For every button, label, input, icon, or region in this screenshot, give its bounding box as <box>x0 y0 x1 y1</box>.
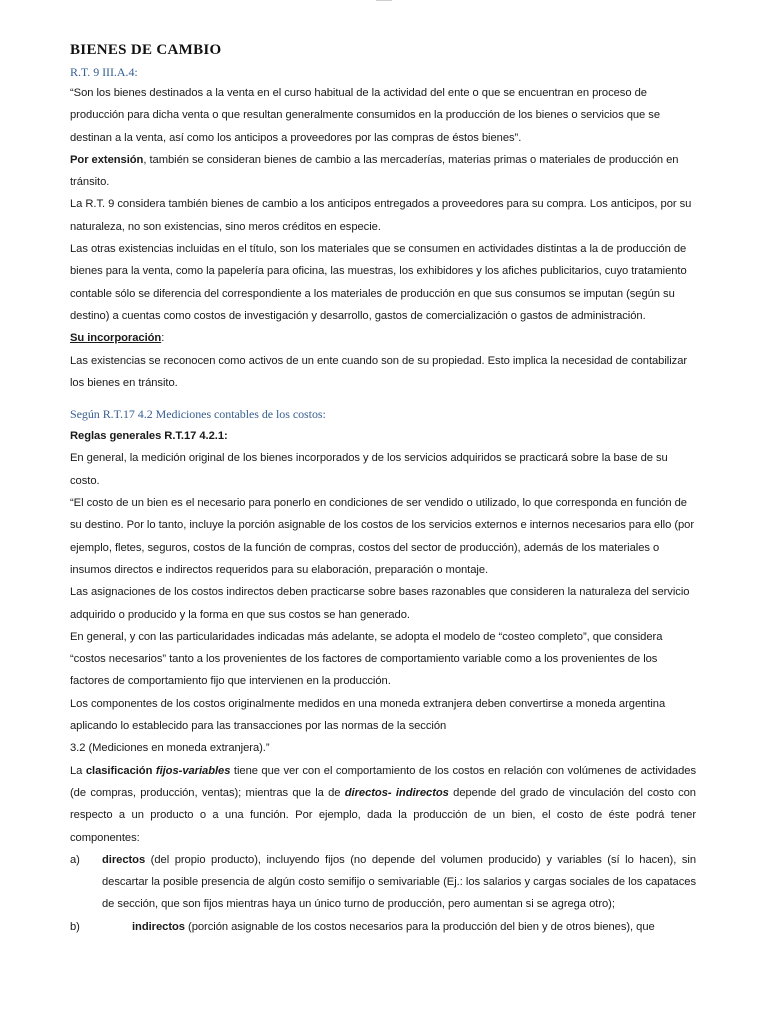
rules-title: Reglas generales R.T.17 4.2.1: <box>70 430 228 443</box>
paragraph-moneda-extranjera: Los componentes de los costos originalmente medidos en una moneda extranjera deben convertirse a moneda argentina aplicando lo establecido para las transacciones por las normas de la sección <box>70 697 666 733</box>
directos-indirectos-term: directos- indirectos <box>344 786 449 799</box>
indirectos-term: indirectos <box>132 920 185 933</box>
page-title: BIENES DE CAMBIO <box>70 42 222 58</box>
list-item-a <box>70 849 696 916</box>
clasificacion-intro: La <box>70 764 86 777</box>
rules-heading <box>70 425 696 447</box>
paragraph-seccion-ref: 3.2 (Mediciones en moneda extranjera).” <box>70 742 270 755</box>
list-item-b-text <box>132 916 696 938</box>
incorporacion-heading <box>70 327 696 349</box>
clasificacion-term: clasificación <box>85 764 156 777</box>
list-item-a-label: a) <box>70 853 80 866</box>
list-item-b-label: b) <box>70 920 80 933</box>
clasificacion-mid: tiene que ver con el comportamiento de los costos en relación con volúmenes de actividades (de compras, producción, ventas); mientras que la de <box>70 764 696 799</box>
clasificacion-end: depende del grado de vinculación del costo con respecto a un producto o a una función. Por ejemplo, dada la producción de un bien, el costo de éste podrá tener componentes: <box>70 786 696 844</box>
fijos-variables-term: fijos-variables <box>155 764 231 777</box>
extension-text: , también se consideran bienes de cambio a las mercaderías, materias primas o materiales de producción en tránsito. <box>70 153 679 189</box>
page-top-mark <box>376 0 392 1</box>
paragraph-reconocimiento: Las existencias se reconocen como activos de un ente cuando son de su propiedad. Esto implica la necesidad de contabilizar los bienes en tránsito. <box>70 354 688 389</box>
list-item-b <box>70 916 696 938</box>
rt9-reference: R.T. 9 III.A.4: <box>70 65 138 79</box>
list-item-b-body: (porción asignable de los costos necesarios para la producción del bien y de otros bienes), que <box>184 920 655 933</box>
incorporacion-colon: : <box>161 332 165 345</box>
paragraph-extension <box>70 149 696 194</box>
paragraph-medicion-original: En general, la medición original de los bienes incorporados y de los servicios adquiridos se practicará sobre la base de su costo. <box>70 452 668 487</box>
paragraph-asignaciones: Las asignaciones de los costos indirectos deben practicarse sobre bases razonables que consideren la naturaleza del servicio adquirido o producido y la forma en que sus costos se han generado. <box>70 586 690 621</box>
paragraph-definition: “Son los bienes destinados a la venta en el curso habitual de la actividad del ente o que se encuentran en proceso de producción para dicha venta o que resultan generalmente consumidos en la producción de los bienes o servicios que se destinan a la venta, así como los anticipos a proveedores por las compras de éstos bienes”. <box>70 87 660 144</box>
section-heading-rt17: Según R.T.17 4.2 Mediciones contables de los costos: <box>70 407 326 422</box>
directos-term: directos <box>102 853 146 866</box>
paragraph-clasificacion <box>70 760 696 849</box>
paragraph-costeo-completo: En general, y con las particularidades indicadas más adelante, se adopta el modelo de “costeo completo”, que considera “costos necesarios” tanto a los provenientes de los factores de comportamiento variable como a los provenientes de los factores de comportamiento fijo que intervienen en la producción. <box>70 630 663 688</box>
paragraph-costo-bien: “El costo de un bien es el necesario para ponerlo en condiciones de ser vendido o utilizado, lo que corresponda en función de su destino. Por lo tanto, incluye la porción asignable de los costos de los servicios externos e internos necesarios para ello (por ejemplo, fletes, seguros, costos de la función de compras, costos del sector de producción), además de los materiales o insumos directos e indirectos requeridos para su elaboración, preparación o montaje. <box>70 497 695 576</box>
extension-lead: Por extensión <box>70 153 144 166</box>
document-body <box>70 38 696 938</box>
list-item-a-body: (del propio producto), incluyendo fijos (no depende del volumen producido) y variables (sí lo hacen), sin descartar la posible presencia de algún costo semifijo o semivariable (Ej.: los salarios y cargas sociales de los capataces de sección, que son fijos mientras haya un único turno de producción, pero aumentan si se agrega otro); <box>102 853 696 911</box>
incorporacion-label: Su incorporación <box>70 332 162 345</box>
paragraph-otras-existencias: Las otras existencias incluidas en el título, son los materiales que se consumen en actividades distintas a la de producción de bienes para la venta, como la papelería para oficina, las muestras, los exhibidores y los afiches publicitarios, cuyo tratamiento contable sólo se diferencia del correspondiente a los materiales de producción en que sus consumos se imputan (según su destino) a cuentas como costos de investigación y desarrollo, gastos de comercialización o gastos de administración. <box>70 243 687 322</box>
paragraph-anticipos: La R.T. 9 considera también bienes de cambio a los anticipos entregados a proveedores para su compra. Los anticipos, por su naturaleza, no son existencias, sino meros créditos en especie. <box>70 198 692 233</box>
list-item-a-text <box>102 849 696 916</box>
